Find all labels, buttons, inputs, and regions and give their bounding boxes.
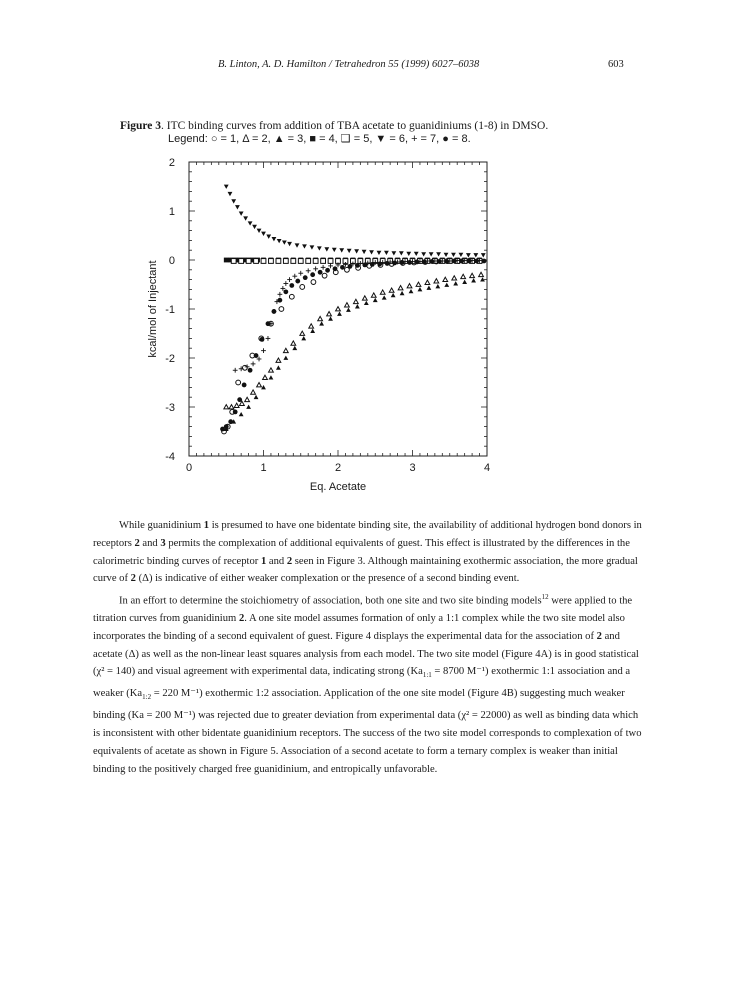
series-3-point [462,280,467,284]
series-6-point [277,239,282,243]
series-2-point [318,316,323,320]
series-8-point [340,265,345,270]
series-3-point [328,316,333,320]
series-8-point [295,279,300,284]
series-8-point [422,260,427,265]
series-7-point [261,348,266,353]
series-8-point [272,309,277,314]
series-8-point [385,261,390,266]
series-5-point [261,259,266,264]
series-5-point [306,259,311,264]
series-1-point [311,280,316,285]
series-3-point [426,286,431,290]
series-6-point [429,252,434,256]
series-1-point [300,285,305,290]
series-8-point [289,283,294,288]
series-4-point [224,258,229,263]
paragraph: In an effort to determine the stoichiometry of association, both one site and two site binding models$^{12}$ were applied to the titration curves from guanidinium 2. A one site model assumes formation of only a 1:1 complex while the two site model also incorporates the binding of a second equivalent of guest. Figure 4 displays the experimental data for the association of 2 and acetate (Δ) as well as the non-linear least squares analysis from each model. The two site model (Figure 4A) is in good statistical (χ² = 140) and visual agreement with experimental data, indicating strong ($Ka_{1:1} = 8700$ M⁻¹) exothermic 1:1 association and a weaker ($Ka_{1:2} = 220$ M⁻¹) exothermic 1:2 association. Application of the one site model (Figure 4B) suggesting much weaker binding (Ka = 200 M⁻¹) was rejected due to greater deviation from experimental data (χ² = 22000) as well as binding data which is inconsistent with other bidentate guanidinium receptors. The success of the two site model corresponds to complexation of two equivalents of acetate as shown in Figure 5. Association of a second acetate to form a ternary complex is weaker than initial binding to the positively charged free guanidinium, and entropically unfavorable. [93,592,642,775]
series-6-point [282,240,287,244]
series-8-point [459,259,464,264]
series-3-point [355,304,360,308]
series-2-point [234,403,239,407]
figure-caption [120,120,610,146]
series-2-point [389,288,394,292]
series-3-point [391,293,396,297]
series-5-point [283,259,288,264]
series-6-point [261,232,266,236]
series-6-point [302,244,307,248]
series-2-point [300,331,305,335]
series-3-point [254,395,259,399]
series-8-point [266,321,271,326]
series-2-point [443,277,448,281]
series-2-point [269,368,274,372]
series-6-point [347,249,352,253]
series-2-point [380,290,385,294]
series-6-point [384,251,389,255]
series-7-point [283,281,288,286]
series-5-point [276,259,281,264]
series-6-point [481,253,486,257]
series-6-point [332,248,337,252]
series-6-point [228,192,233,196]
y-tick-label: -4 [165,451,175,463]
series-3-point [292,346,297,350]
caption-line [120,120,610,133]
series-7-point [233,368,238,373]
y-tick-label: -3 [165,402,175,414]
series-3-point [246,405,251,409]
series-8-point [310,272,315,277]
x-tick-label: 0 [185,462,193,474]
page-number: 603 [608,59,624,70]
series-8-point [224,424,229,429]
series-6-point [231,199,236,203]
x-tick-label: 4 [483,462,491,474]
series-1-point [279,307,284,312]
series-3-point [453,281,458,285]
series-8-point [467,259,472,264]
series-2-point [416,282,421,286]
series-8-point [377,262,382,267]
legend-text: Legend: ○ = 1, Δ = 2, ▲ = 3, ■ = 4, ❑ = 5, ▼ = 6, + = 7, ● = 8. [168,133,471,145]
series-2-point [407,284,412,288]
series-3-point [471,278,476,282]
series-3-point [283,356,288,360]
series-8-point [429,259,434,264]
series-6-point [473,253,478,257]
y-tick-label: -1 [165,304,175,316]
series-5-point [269,259,274,264]
series-2-point [353,299,358,303]
series-2-point [291,341,296,345]
series-8-point [474,259,479,264]
series-5-point [298,259,303,264]
series-8-point [277,298,282,303]
series-6-point [451,253,456,257]
series-3-point [276,365,281,369]
itc-chart [140,150,510,500]
series-3-point [239,412,244,416]
series-6-point [436,252,441,256]
series-8-point [437,259,442,264]
series-8-point [237,397,242,402]
series-1-point [242,365,247,370]
series-5-point [328,259,333,264]
series-6-point [317,246,322,250]
series-3-point [409,289,414,293]
series-1-point [322,273,327,278]
series-3-point [444,283,449,287]
series-6-point [266,235,271,239]
series-6-point [252,225,257,229]
series-3-point [346,308,351,312]
series-3-point [269,375,274,379]
series-3-point [418,287,423,291]
series-8-point [392,261,397,266]
series-2-point [283,348,288,352]
series-7-point [328,263,333,268]
series-3-point [373,298,378,302]
series-6-point [444,253,449,257]
series-7-point [277,292,282,297]
series-2-point [425,280,430,284]
x-axis-label: Eq. Acetate [309,481,367,493]
series-8-point [348,264,353,269]
series-8-point [228,419,233,424]
series-3-point [301,336,306,340]
series-7-point [292,274,297,279]
y-tick-label: -2 [165,353,175,365]
series-6-point [391,251,396,255]
series-8-point [318,270,323,275]
series-2-point [263,375,268,379]
series-3-point [435,284,440,288]
series-6-point [406,252,411,256]
series-2-point [479,272,484,276]
x-tick-label: 1 [260,462,267,474]
series-8-point [248,368,253,373]
series-2-point [327,312,332,316]
series-6-point [466,253,471,257]
series-5-point [291,259,296,264]
series-8-point [482,259,487,264]
series-3-point [382,295,387,299]
figure-label: Figure 3 [120,120,161,132]
series-7-point [251,361,256,366]
series-2-point [362,296,367,300]
series-8-point [333,266,338,271]
series-2-point [345,303,350,307]
series-8-point [415,260,420,265]
body-text [93,517,646,778]
series-2-point [470,273,475,277]
series-6-point [459,253,464,257]
series-6-point [414,252,419,256]
series-7-point [266,336,271,341]
series-2-point [257,383,262,387]
series-2-point [224,405,229,409]
series-7-point [298,271,303,276]
citation-ref: 12 [541,592,549,601]
series-3-point [310,329,315,333]
series-5-point [239,259,244,264]
series-6-point [257,229,262,233]
series-6-point [339,248,344,252]
series-8-point [400,260,405,265]
series-2-point [309,324,314,328]
series-5-point [313,259,318,264]
series-6-point [399,251,404,255]
series-8-point [260,337,265,342]
series-1-point [236,380,241,385]
running-title: B. Linton, A. D. Hamilton / Tetrahedron 55 (1999) 6027–6038 [218,59,480,70]
x-tick-label: 2 [334,462,342,474]
series-2-point [371,293,376,297]
series-8-point [233,410,238,415]
series-2-point [461,274,466,278]
series-6-point [377,251,382,255]
series-8-point [355,263,360,268]
series-6-point [224,185,229,189]
y-tick-label: 1 [168,206,175,218]
paragraph: While guanidinium 1 is presumed to have one bidentate binding site, the availability of additional hydrogen bond donors in receptors 2 and 3 permits the complexation of additional equivalents of guest. This effect is illustrated by the differences in the calorimetric binding curves of receptor 1 and 2 seen in Figure 3. Although maintaining exothermic association, the more gradual curve of 2 (Δ) is indicative of either weaker complexation or the presence of a second binding event. [93,520,642,585]
series-6-point [369,250,374,254]
series-8-point [303,275,308,280]
series-1-point [289,294,294,299]
series-3-point [319,321,324,325]
series-7-point [313,266,318,271]
series-5-point [231,259,236,264]
series-8-point [444,259,449,264]
y-axis-label: kcal/mol of Injectant [147,260,159,358]
x-tick-label: 3 [409,462,416,474]
series-7-point [306,268,311,273]
series-2-point [251,390,256,394]
y-tick-label: 0 [168,255,175,267]
running-head [0,59,731,75]
series-6-point [362,250,367,254]
series-6-point [421,252,426,256]
series-6-point [354,249,359,253]
y-tick-label: 2 [168,157,175,169]
series-6-point [287,242,292,246]
series-6-point [310,245,315,249]
series-6-point [324,247,329,251]
series-2-point [245,397,250,401]
series-8-point [325,268,330,273]
series-6-point [239,212,244,216]
series-5-point [321,259,326,264]
series-2-point [434,279,439,283]
series-8-point [362,263,367,268]
series-7-point [321,265,326,270]
series-3-point [400,291,405,295]
series-8-point [407,260,412,265]
series-2-point [229,405,234,409]
series-5-point [254,259,259,264]
series-6-point [295,243,300,247]
series-6-point [248,221,253,225]
series-3-point [337,312,342,316]
series-6-point [272,237,277,241]
series-8-point [254,353,259,358]
series-6-point [235,205,240,209]
series-6-point [243,216,248,220]
caption-text: . ITC binding curves from addition of TBA acetate to guanidiniums (1-8) in DMSO. [161,120,549,132]
series-8-point [283,289,288,294]
series-2-point [452,276,457,280]
series-8-point [452,259,457,264]
series-2-point [276,358,281,362]
series-7-point [287,277,292,282]
series-2-point [336,307,341,311]
series-8-point [370,262,375,267]
series-5-point [246,259,251,264]
series-3-point [364,301,369,305]
series-8-point [242,383,247,388]
series-2-point [398,286,403,290]
